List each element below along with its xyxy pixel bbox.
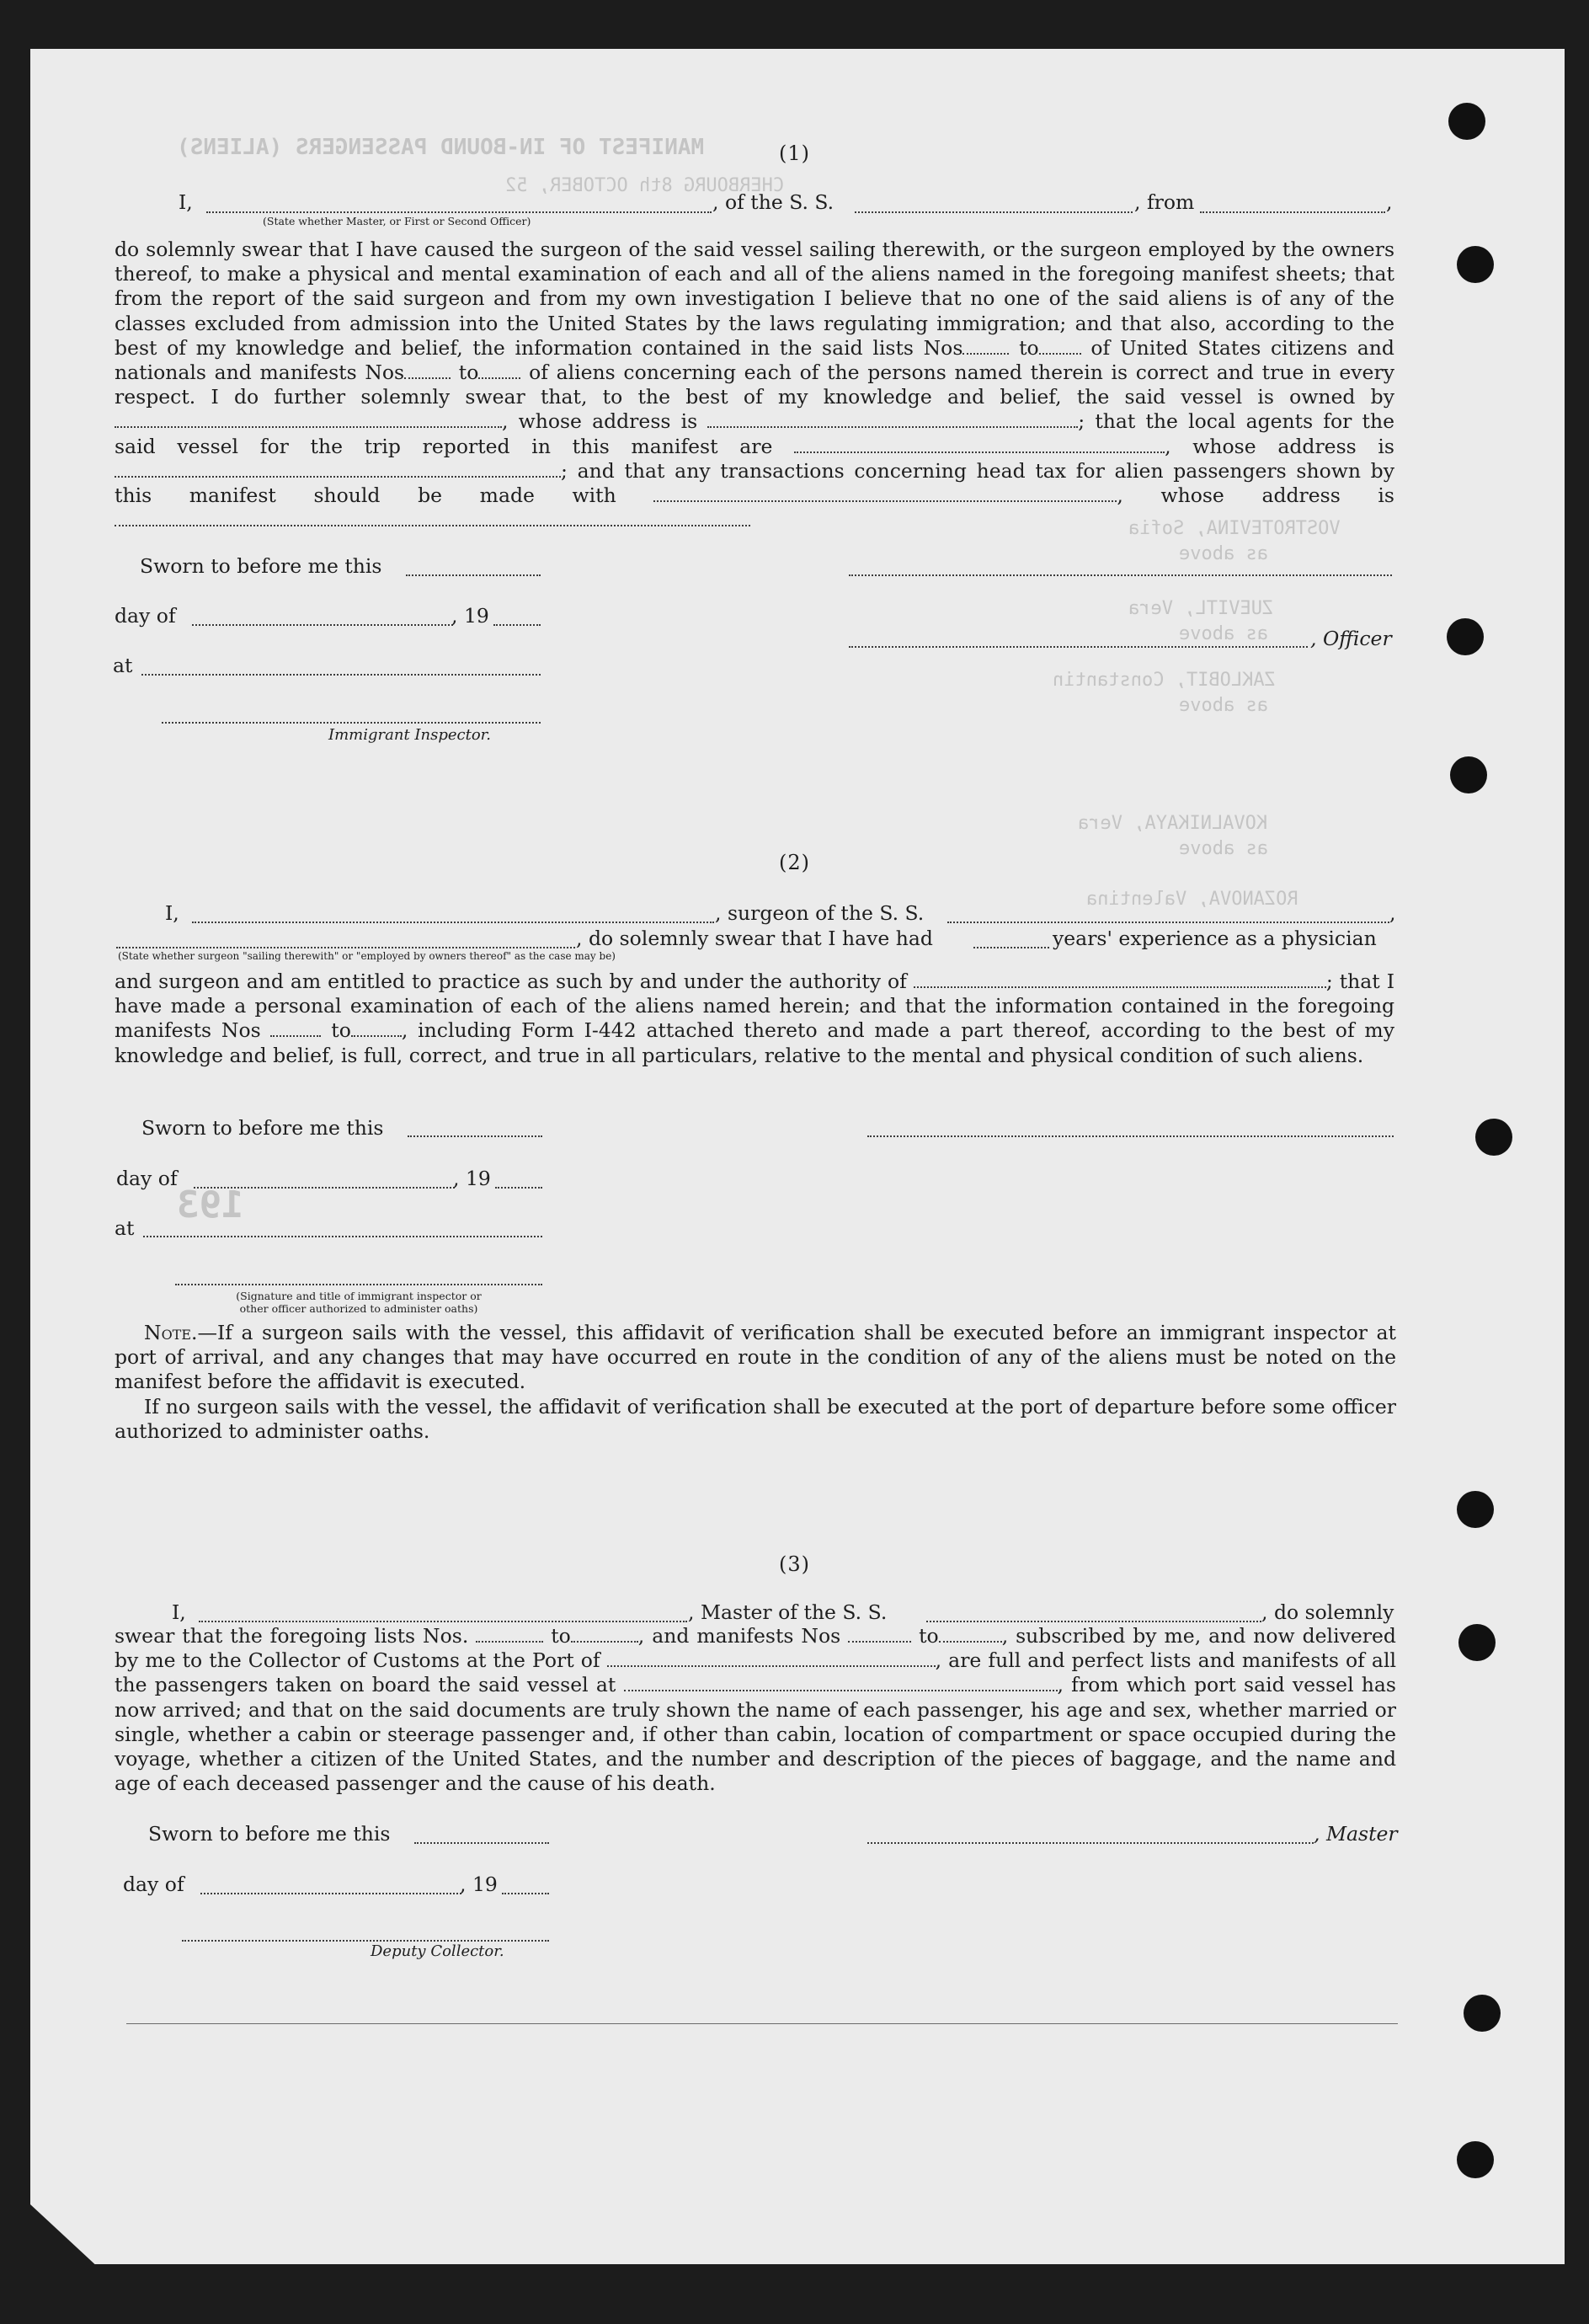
bleed-name: ZUEVITL, Vera — [1128, 598, 1274, 619]
bleed-name: as above — [1179, 543, 1268, 564]
sworn-day-field[interactable] — [406, 574, 541, 576]
bleed-stamp: 193 — [177, 1183, 244, 1226]
vessel-name-field[interactable] — [926, 1620, 1261, 1622]
line-text: , Master of the S. S. — [688, 1600, 888, 1624]
sworn-day-field[interactable] — [414, 1841, 549, 1844]
month-field[interactable] — [194, 1186, 455, 1189]
master-name-field[interactable] — [199, 1620, 687, 1622]
at-label: at — [113, 654, 133, 677]
manifests-from-field[interactable] — [404, 377, 451, 379]
line-text: , of the S. S. — [712, 190, 834, 214]
punch-hole — [1457, 2141, 1494, 2178]
owner-field[interactable] — [115, 425, 502, 428]
inspector-label: Immigrant Inspector. — [328, 726, 492, 744]
collector-signature-line[interactable] — [182, 1939, 549, 1942]
embarkation-port-field[interactable] — [624, 1689, 1058, 1691]
surgeon-note: (State whether surgeon "sailing therewith" or "employed by owners thereof" as the case may be) — [118, 950, 616, 962]
line-text: , from — [1134, 190, 1195, 214]
line-text: , do solemnly swear that I have had — [576, 927, 933, 950]
month-field[interactable] — [200, 1892, 461, 1894]
bleed-subheader: CHERBOURG 8th OCTOBER, 52 — [505, 175, 785, 196]
sworn-day-field[interactable] — [408, 1135, 542, 1137]
officer-title-line[interactable] — [849, 645, 1308, 648]
master-signature-line[interactable] — [867, 1841, 1314, 1844]
officer-note: (State whether Master, or First or Second Officer) — [263, 215, 531, 227]
vessel-name-field[interactable] — [855, 211, 1133, 213]
surgeon-status-field[interactable] — [116, 946, 575, 948]
place-field[interactable] — [143, 1235, 542, 1237]
sworn-label: Sworn to before me this — [141, 1116, 384, 1140]
punch-hole — [1457, 246, 1494, 283]
section-2-body: and surgeon and am entitled to practice as such by and under the authority of ; that I have made a personal examination of each of the aliens named herein; and that the information contained in the foregoing manifests Nos to , including Form I-442 attached thereto and made a part thereof, according to the best of my knowledge and belief, is full, correct, and true in all particulars, relative to the mental and physical condition of such aliens. — [115, 970, 1394, 1067]
month-field[interactable] — [192, 623, 453, 626]
manifests-from-field[interactable] — [270, 1034, 321, 1037]
bleed-name: ZAKLOBIT, Constantin — [1053, 670, 1276, 691]
officer-name-field[interactable] — [206, 211, 712, 213]
authority-field[interactable] — [914, 986, 1326, 988]
master-label: , Master — [1314, 1822, 1398, 1846]
bleed-name: KOVALNIKAYA, Vera — [1078, 813, 1268, 834]
lists-to-field[interactable] — [571, 1640, 638, 1643]
line-text: I, — [179, 190, 193, 214]
line-text: years' experience as a physician — [1053, 927, 1377, 950]
punch-hole — [1448, 103, 1485, 140]
year-label: , 19 — [460, 1873, 498, 1896]
year-label: , 19 — [451, 604, 489, 628]
line-text: , do solemnly — [1261, 1600, 1394, 1624]
surgeon-signature-line[interactable] — [867, 1135, 1394, 1137]
bleed-name: as above — [1179, 695, 1268, 716]
signature-note: (Signature and title of immigrant inspector or — [236, 1290, 482, 1302]
from-port-field[interactable] — [1200, 211, 1385, 213]
punch-hole — [1447, 618, 1484, 655]
year-field[interactable] — [495, 1186, 542, 1189]
manifests-to-field[interactable] — [939, 1640, 1002, 1643]
day-of-label: day of — [116, 1167, 178, 1190]
bleed-name: ROZANOVA, Valentina — [1086, 889, 1298, 910]
agents-field[interactable] — [794, 451, 1165, 453]
line-text: , — [1386, 190, 1393, 214]
year-field[interactable] — [493, 623, 541, 626]
sworn-label: Sworn to before me this — [140, 554, 382, 578]
note-text-2: If no surgeon sails with the vessel, the affidavit of verification shall be executed at the port of departure before some officer authorized to administer oaths. — [115, 1394, 1396, 1443]
lists-to-field[interactable] — [1039, 352, 1081, 355]
sworn-label: Sworn to before me this — [148, 1822, 391, 1846]
punch-hole — [1457, 1491, 1494, 1528]
line-text: I, — [172, 1600, 186, 1624]
note-block: Note.—If a surgeon sails with the vessel, this affidavit of verification shall be executed before an immigrant inspector at port of arrival, and any changes that may have occurred en route in the condition of any of the aliens must be noted on the manifest before the affidavit is executed. If no surgeon sails with the vessel, the affidavit of verification shall be executed at the port of departure before some officer authorized to administer oaths. — [115, 1321, 1396, 1443]
surgeon-name-field[interactable] — [192, 921, 714, 923]
section-3-body: swear that the foregoing lists Nos. to , and manifests Nos to , subscribed by me, and now delivered by me to the Collector of Customs at the Port of , are full and perfect lists and manifests of all the passengers taken on board the said vessel at , from which port said vessel has now arrived; and that on the said documents are truly shown the name of each passenger, his age and sex, whether married or single, whether a cabin or steerage passenger and, if other than cabin, location of compartment or space occupied during the voyage, whether a citizen of the United States, and the number and description of the pieces of baggage, and the name and age of each deceased passenger and the cause of his death. — [115, 1624, 1396, 1796]
agents-address-field[interactable] — [115, 475, 561, 478]
punch-hole — [1458, 1624, 1496, 1661]
bleed-name: as above — [1179, 838, 1268, 859]
collector-label: Deputy Collector. — [371, 1942, 504, 1960]
section-number: (2) — [779, 851, 810, 874]
bleed-header: MANIFEST OF IN-BOUND PASSENGERS (ALIENS) — [177, 135, 705, 160]
manifests-to-field[interactable] — [351, 1034, 402, 1037]
port-field[interactable] — [607, 1664, 936, 1667]
manifests-to-field[interactable] — [478, 377, 520, 379]
bleed-name: as above — [1179, 623, 1268, 644]
head-tax-address-field[interactable] — [115, 524, 750, 526]
day-of-label: day of — [115, 604, 176, 628]
section-1-body: do solemnly swear that I have caused the surgeon of the said vessel sailing therewith, or the surgeon employed by the owners thereof, to make a physical and mental examination of each and all of the aliens named in the foregoing manifest sheets; that from the report of the said surgeon and from my own investigation I believe that no one of the said aliens is of any of the classes excluded from admission into the United States by the laws regulating immigration; and that also, according to the best of my knowledge and belief, the information contained in the said lists Nos to of United States citizens and nationals and manifests Nos to of aliens concerning each of the persons named therein is correct and true in every respect. I do further solemnly swear that, to the best of my knowledge and belief, the said vessel is owned by, whose address is ; that the local agents for the said vessel for the trip reported in this manifest are , whose address is; and that any transactions concerning head tax for alien passengers shown by this manifest should be made with , whose address is — [115, 238, 1394, 532]
note-label: Note. — [144, 1321, 198, 1344]
section-number: (3) — [779, 1552, 810, 1576]
punch-hole — [1464, 1995, 1501, 2032]
line-text: , — [1389, 901, 1396, 925]
lists-from-field[interactable] — [962, 352, 1009, 355]
year-label: , 19 — [453, 1167, 491, 1190]
inspector-signature-line[interactable] — [175, 1283, 542, 1285]
day-of-label: day of — [123, 1873, 184, 1896]
vessel-name-field[interactable] — [947, 921, 1389, 923]
place-field[interactable] — [141, 673, 541, 676]
officer-label: , Officer — [1310, 627, 1392, 650]
year-field[interactable] — [502, 1892, 549, 1894]
at-label: at — [115, 1216, 135, 1240]
bottom-rule — [126, 2023, 1398, 2024]
punch-hole — [1475, 1119, 1512, 1156]
officer-signature-line[interactable] — [849, 574, 1392, 576]
head-tax-party-field[interactable] — [653, 500, 1117, 502]
signature-note: other officer authorized to administer oaths) — [239, 1302, 478, 1315]
manifests-from-field[interactable] — [848, 1640, 911, 1643]
bleed-name: VOSTROTEVINA, Sofia — [1128, 518, 1341, 539]
years-experience-field[interactable] — [973, 946, 1049, 948]
section-number: (1) — [779, 142, 810, 165]
lists-from-field[interactable] — [476, 1640, 543, 1643]
line-text: , surgeon of the S. S. — [715, 901, 925, 925]
inspector-signature-line[interactable] — [162, 721, 541, 724]
punch-hole — [1450, 756, 1487, 793]
line-text: I, — [165, 901, 179, 925]
owner-address-field[interactable] — [707, 425, 1078, 428]
